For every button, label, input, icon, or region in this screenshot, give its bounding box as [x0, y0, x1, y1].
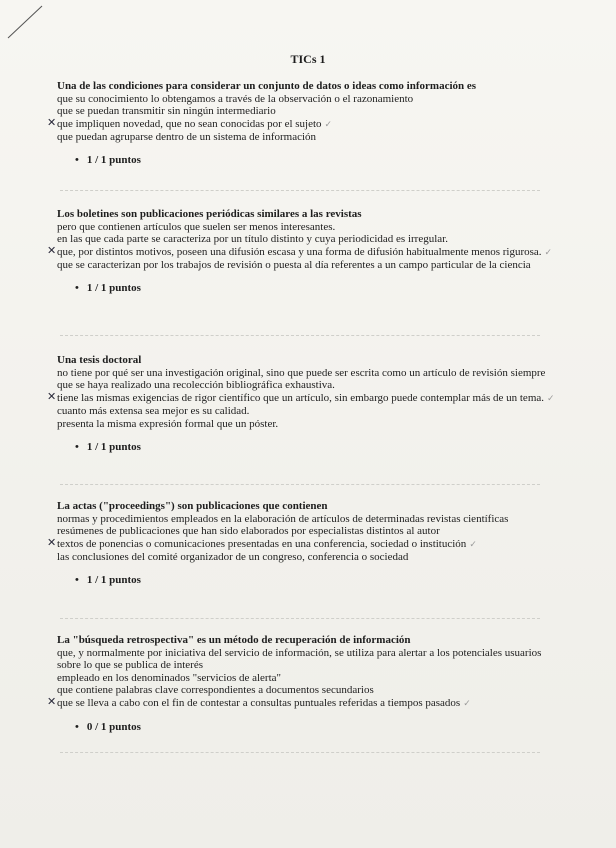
- option-text: que impliquen novedad, que no sean conocidas por el sujeto: [57, 117, 322, 130]
- option-text: que su conocimiento lo obtengamos a través de la observación o el razonamiento: [57, 92, 414, 105]
- selected-cross-icon: ✕: [47, 115, 57, 129]
- option-text: que, y normalmente por iniciativa del servicio de información, se utiliza para alertar a los potenciales usuarios sobre lo que se publica de interés: [57, 646, 542, 672]
- option-text: empleado en los denominados "servicios de alerta": [57, 671, 282, 684]
- check-icon: ✓: [544, 247, 553, 258]
- divider: [60, 752, 540, 753]
- answer-option: [57, 259, 557, 272]
- answer-option-selected: [47, 115, 557, 132]
- selected-cross-icon: ✕: [47, 535, 57, 549]
- option-text: en las que cada parte se caracteriza por un título distinto y cuya periodicidad es irregular.: [57, 233, 448, 246]
- divider: [60, 190, 540, 191]
- question-text: Una tesis doctoral: [57, 354, 142, 366]
- question-block: [47, 354, 557, 453]
- bullet-icon: •: [75, 573, 79, 586]
- score-line: [75, 441, 557, 454]
- answer-option: [57, 684, 557, 697]
- bullet-icon: •: [75, 720, 79, 733]
- option-text: normas y procedimientos empleados en la elaboración de artículos de determinadas revistas científicas: [57, 512, 509, 525]
- question-block: [47, 634, 557, 733]
- selected-cross-icon: ✕: [47, 389, 57, 403]
- answer-option: [57, 367, 557, 392]
- score-text: 1 / 1 puntos: [86, 573, 141, 586]
- answer-option-selected: [47, 694, 557, 711]
- option-text: cuanto más extensa sea mejor es su calidad.: [57, 405, 250, 418]
- divider: [60, 484, 540, 485]
- check-icon: ✓: [547, 393, 555, 404]
- option-text: que contiene palabras clave correspondientes a documentos secundarios: [57, 684, 374, 697]
- score-text: 0 / 1 puntos: [86, 720, 141, 733]
- score-text: 1 / 1 puntos: [86, 281, 141, 294]
- bullet-icon: •: [75, 153, 79, 166]
- question-text: Los boletines son publicaciones periódicas similares a las revistas: [57, 208, 362, 220]
- option-text: presenta la misma expresión formal que un póster.: [57, 417, 279, 430]
- divider: [60, 618, 540, 619]
- answer-option: [57, 233, 557, 246]
- option-text: las conclusiones del comité organizador de un congreso, conferencia o sociedad: [57, 551, 409, 564]
- option-text: que puedan agruparse dentro de un sistema de información: [57, 131, 317, 144]
- option-text: que se lleva a cabo con el fin de contestar a consultas puntuales referidas a tiempos pasados: [57, 696, 461, 709]
- answer-option: [57, 105, 557, 118]
- score-text: 1 / 1 puntos: [86, 153, 141, 166]
- question-text: La "búsqueda retrospectiva" es un método de recuperación de información: [57, 634, 411, 646]
- page-title: TICs 1: [290, 52, 326, 66]
- answer-option: [57, 647, 557, 672]
- answer-option-selected: [47, 243, 557, 260]
- option-text: no tiene por qué ser una investigación original, sino que puede ser escrita como un artículo de revisión siempre que se haya realizado una recolección bibliográfica exhaustiva.: [57, 366, 546, 392]
- option-text: textos de ponencias o comunicaciones presentadas en una conferencia, sociedad o institución: [57, 537, 467, 550]
- selected-cross-icon: ✕: [47, 243, 57, 257]
- question-block: [47, 80, 557, 167]
- option-text: que se puedan transmitir sin ningún intermediario: [57, 105, 276, 118]
- answer-option: [57, 131, 557, 144]
- answer-option: [57, 513, 557, 526]
- score-line: [75, 574, 557, 587]
- check-icon: ✓: [463, 698, 471, 709]
- score-line: [75, 154, 557, 167]
- answer-option: [57, 405, 557, 418]
- option-text: pero que contienen artículos que suelen ser menos interesantes.: [57, 220, 336, 233]
- score-line: [75, 282, 557, 295]
- pen-stroke-icon: [6, 4, 46, 40]
- divider: [60, 335, 540, 336]
- check-icon: ✓: [324, 119, 333, 130]
- selected-cross-icon: ✕: [47, 694, 57, 708]
- answer-option-selected: [47, 389, 557, 406]
- option-text: resúmenes de publicaciones que han sido elaborados por especialistas distintos al autor: [57, 525, 440, 538]
- score-line: [75, 721, 557, 734]
- answer-option: [57, 551, 557, 564]
- answer-option: [57, 525, 557, 538]
- option-text: que, por distintos motivos, poseen una difusión escasa y una forma de difusión habitualmente menos rigurosa.: [57, 245, 542, 258]
- option-text: tiene las mismas exigencias de rigor científico que un artículo, sin embargo puede contemplar más de un tema.: [57, 391, 545, 404]
- answer-option-selected: [47, 535, 557, 552]
- bullet-icon: •: [75, 440, 79, 453]
- score-text: 1 / 1 puntos: [86, 440, 141, 453]
- answer-option: [57, 672, 557, 685]
- check-icon: ✓: [469, 539, 477, 550]
- answer-option: [57, 93, 557, 106]
- question-text: La actas ("proceedings") son publicaciones que contienen: [57, 500, 328, 512]
- answer-option: [57, 418, 557, 431]
- bullet-icon: •: [75, 281, 79, 294]
- question-text: Una de las condiciones para considerar un conjunto de datos o ideas como información es: [57, 80, 477, 92]
- question-block: [47, 500, 557, 587]
- option-text: que se caracterizan por los trabajos de revisión o puesta al día referentes a un campo particular de la ciencia: [57, 259, 531, 272]
- question-block: [47, 208, 557, 295]
- answer-option: [57, 221, 557, 234]
